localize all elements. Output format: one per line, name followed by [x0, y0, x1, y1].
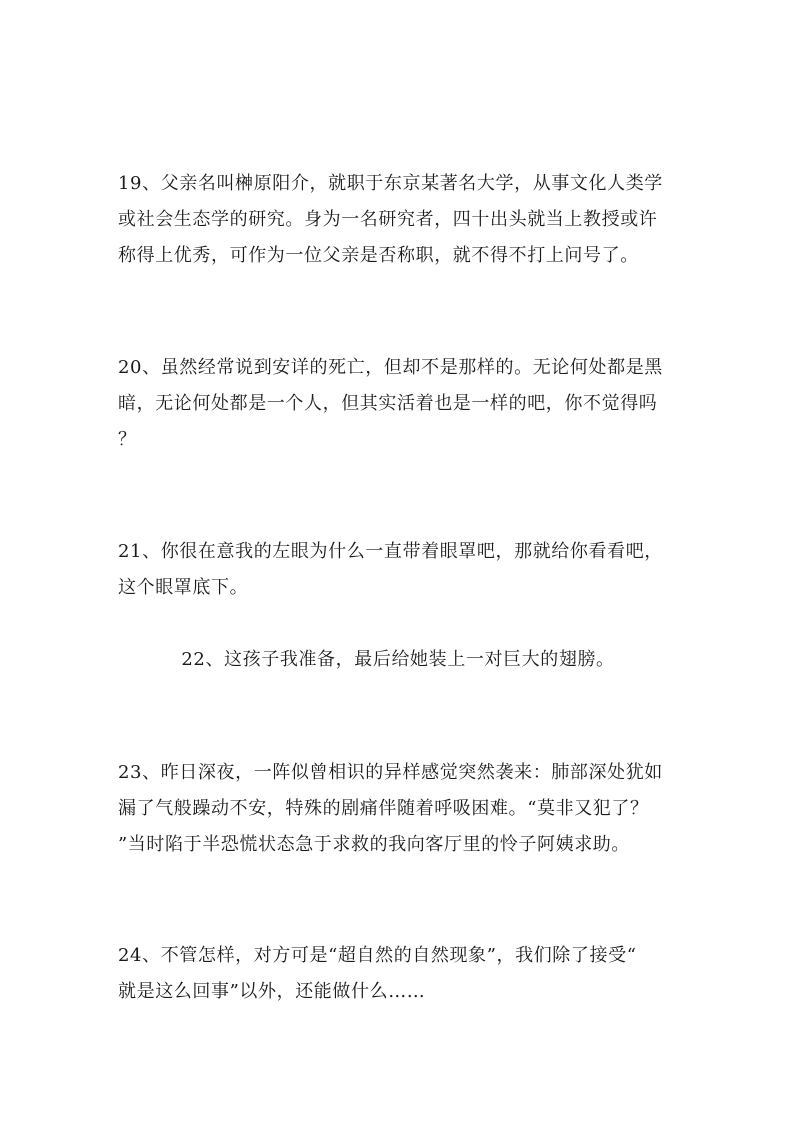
text-line: ？: [118, 429, 137, 450]
text-line: 22、这孩子我准备，最后给她装上一对巨大的翅膀。: [181, 649, 615, 670]
text-line: 就是这么回事”以外，还能做什么……: [118, 981, 426, 1002]
text-line: 漏了气般躁动不安，特殊的剧痛伴随着呼吸困难。“莫非又犯了？: [118, 798, 649, 819]
text-line: 24、不管怎样，对方可是“超自然的自然现象”，我们除了接受“: [118, 945, 637, 966]
text-line: 称得上优秀，可作为一位父亲是否称职，就不得不打上问号了。: [118, 245, 639, 266]
text-line: 19、父亲名叫榊原阳介，就职于东京某著名大学，从事文化人类学: [118, 173, 663, 194]
paragraph-19: [118, 166, 678, 274]
paragraph-21: [118, 534, 678, 606]
text-line: 20、虽然经常说到安详的死亡，但却不是那样的。无论何处都是黑: [118, 357, 663, 378]
paragraph-20: [118, 350, 678, 458]
text-line: ”当时陷于半恐慌状态急于求救的我向客厅里的怜子阿姨求助。: [118, 834, 630, 855]
paragraph-23: [118, 755, 678, 863]
paragraph-22: [118, 642, 678, 678]
text-line: 这个眼罩底下。: [118, 577, 249, 598]
text-line: 暗，无论何处都是一个人，但其实活着也是一样的吧，你不觉得吗: [118, 393, 658, 414]
text-line: 21、你很在意我的左眼为什么一直带着眼罩吧，那就给你看看吧，: [118, 541, 663, 562]
text-line: 23、昨日深夜，一阵似曾相识的异样感觉突然袭来：肺部深处犹如: [118, 762, 663, 783]
text-line: 或社会生态学的研究。身为一名研究者，四十出头就当上教授或许: [118, 209, 658, 230]
paragraph-24: [118, 938, 678, 1010]
